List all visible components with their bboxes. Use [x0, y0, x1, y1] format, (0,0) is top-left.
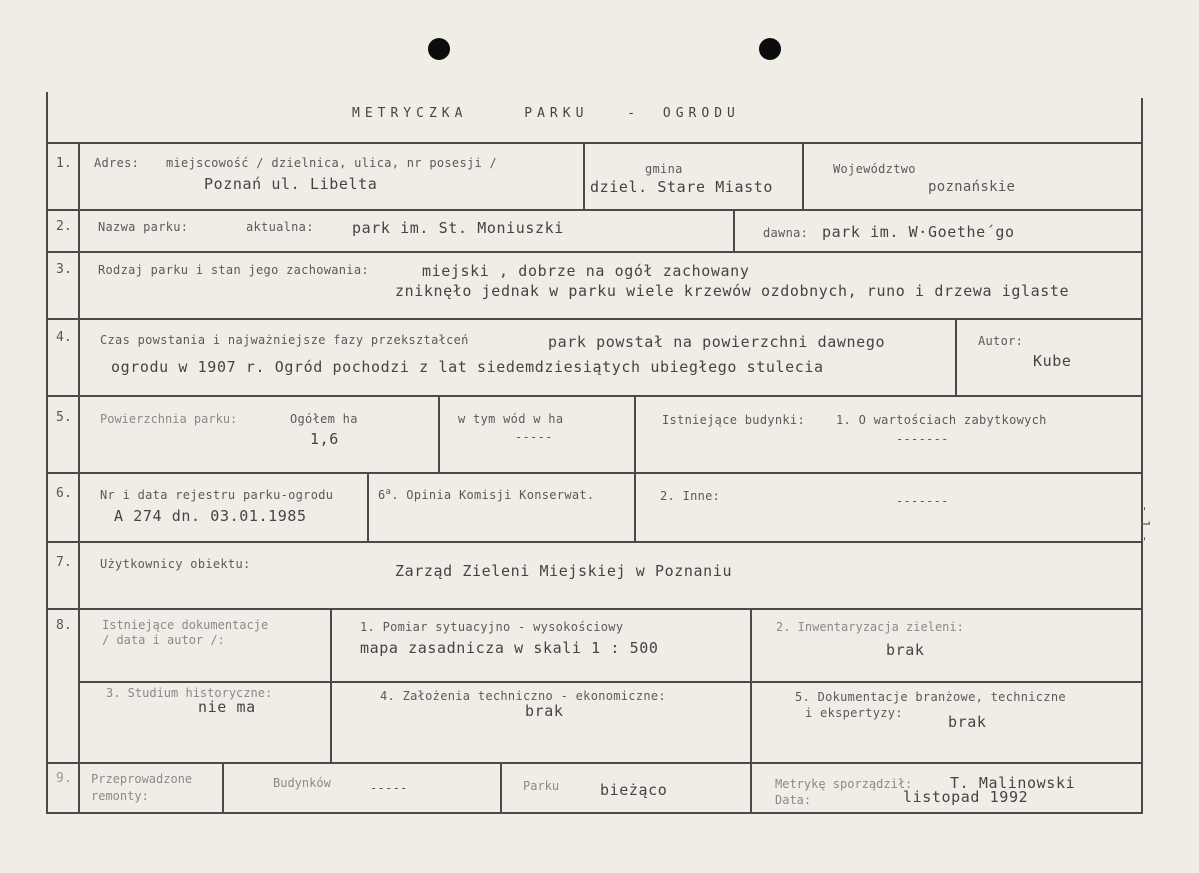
row1-divider-2 — [802, 142, 804, 209]
row6-divider-2 — [634, 472, 636, 541]
author-value: Kube — [1033, 352, 1072, 370]
users-value: Zarząd Zieleni Miejskiej w Poznaniu — [395, 562, 733, 580]
title-part-1: METRYCZKA — [352, 106, 468, 121]
date-value: listopad 1992 — [903, 788, 1029, 806]
row-line-3 — [46, 318, 1143, 320]
history-phases-value-line2: ogrodu w 1907 r. Ogród pochodzi z lat siedemdziesiątych ubiegłego stulecia — [111, 358, 824, 376]
current-name-value: park im. St. Moniuszki — [352, 219, 564, 237]
former-name-value: park im. W·Goethe´go — [822, 223, 1015, 241]
row9-divider-3 — [750, 762, 752, 812]
row-line-8-mid — [78, 681, 1141, 683]
historical-study-label: 3. Studium historyczne: — [106, 686, 273, 700]
title-part-3: OGRODU — [662, 106, 740, 121]
row8-divider-2 — [750, 608, 752, 762]
row-line-0 — [46, 142, 1143, 144]
row1-number: 1. — [56, 156, 72, 171]
title-dash: - — [627, 106, 641, 121]
register-value: A 274 dn. 03.01.1985 — [114, 507, 307, 525]
title-part-2: PARKU — [524, 106, 589, 121]
form-title — [352, 106, 740, 121]
frame-right-line — [1141, 98, 1143, 814]
historical-study-value: nie ma — [198, 698, 256, 716]
repairs-park-value: bieżąco — [600, 781, 668, 799]
industry-docs-value: brak — [948, 713, 987, 731]
survey-label: 1. Pomiar sytuacyjno - wysokościowy — [360, 620, 624, 634]
row5-number: 5. — [56, 410, 72, 425]
page-number-mark: - 1 - — [1138, 505, 1152, 543]
prepared-by-value: T. Malinowski — [950, 774, 1076, 792]
technical-assumptions-value: brak — [525, 702, 564, 720]
row8-number: 8. — [56, 618, 72, 633]
former-name-label: dawna: — [763, 226, 809, 240]
water-area-value: ----- — [515, 430, 553, 444]
row-line-6 — [46, 541, 1143, 543]
gmina-label: gmina — [645, 162, 683, 176]
frame-left-line — [46, 92, 48, 814]
row-line-7 — [46, 608, 1143, 610]
gmina-value: dziel. Stare Miasto — [590, 178, 773, 196]
inventory-label: 2. Inwentaryzacja zieleni: — [776, 620, 964, 634]
punch-hole-right — [759, 38, 781, 60]
park-name-label: Nazwa parku: — [98, 220, 189, 234]
documentation-label-line1: Istniejące dokumentacje — [102, 618, 269, 632]
survey-value: mapa zasadnicza w skali 1 : 500 — [360, 639, 659, 657]
row4-divider — [955, 318, 957, 395]
inventory-value: brak — [886, 641, 925, 659]
row2-number: 2. — [56, 219, 72, 234]
current-name-label: aktualna: — [246, 220, 314, 234]
row6-divider-1 — [367, 472, 369, 541]
address-label: Adres: — [94, 156, 140, 170]
row3-number: 3. — [56, 262, 72, 277]
repairs-park-label: Parku — [523, 779, 560, 793]
register-label: Nr i data rejestru parku-ogrodu — [100, 488, 334, 502]
opinion-number: 6 — [378, 488, 386, 502]
other-buildings-label: 2. Inne: — [660, 489, 721, 503]
prepared-by-label: Metrykę sporządził: — [775, 777, 913, 791]
industry-docs-label-line2: i ekspertyzy: — [805, 706, 903, 720]
row6-number: 6. — [56, 486, 72, 501]
row-line-2 — [46, 251, 1143, 253]
area-label: Powierzchnia parku: — [100, 412, 238, 426]
water-area-label: w tym wód w ha — [458, 412, 564, 426]
row4-number: 4. — [56, 330, 72, 345]
number-column-line — [78, 142, 80, 812]
other-buildings-value: ------- — [896, 494, 949, 508]
row5-divider-2 — [634, 395, 636, 472]
technical-assumptions-label: 4. Założenia techniczno - ekonomiczne: — [380, 689, 666, 703]
address-sublabel: miejscowość / dzielnica, ulica, nr posesji / — [166, 156, 498, 170]
existing-buildings-label: Istniejące budynki: — [662, 413, 805, 427]
total-area-label: Ogółem ha — [290, 412, 358, 426]
frame-bottom-line — [46, 812, 1143, 814]
author-label: Autor: — [978, 334, 1024, 348]
row8-divider-1 — [330, 608, 332, 762]
users-label: Użytkownicy obiektu: — [100, 557, 251, 571]
history-phases-value-line1: park powstał na powierzchni dawnego — [548, 333, 886, 351]
row1-divider-1 — [583, 142, 585, 209]
heritage-buildings-value: ------- — [896, 432, 949, 446]
row7-number: 7. — [56, 555, 72, 570]
heritage-buildings-label: 1. O wartościach zabytkowych — [836, 413, 1047, 427]
industry-docs-label-line1: 5. Dokumentacje branżowe, techniczne — [795, 690, 1066, 704]
row9-divider-2 — [500, 762, 502, 812]
date-label: Data: — [775, 793, 812, 807]
row5-divider-1 — [438, 395, 440, 472]
park-type-label: Rodzaj parku i stan jego zachowania: — [98, 263, 369, 277]
repairs-label-line2: remonty: — [91, 789, 149, 803]
total-area-value: 1,6 — [310, 430, 339, 448]
repairs-buildings-label: Budynków — [273, 776, 331, 790]
row2-divider — [733, 209, 735, 251]
documentation-label-line2: / data i autor /: — [102, 633, 225, 647]
park-type-value-line1: miejski , dobrze na ogół zachowany — [422, 262, 750, 280]
opinion-superscript: a — [385, 487, 392, 497]
row-line-1 — [46, 209, 1143, 211]
park-type-value-line2: zniknęło jednak w parku wiele krzewów ozdobnych, runo i drzewa iglaste — [395, 282, 1070, 300]
history-phases-label: Czas powstania i najważniejsze fazy przekształceń — [100, 333, 469, 347]
wojewodztwo-value: poznańskie — [928, 179, 1016, 195]
address-value: Poznań ul. Libelta — [204, 175, 378, 193]
wojewodztwo-label: Województwo — [833, 162, 916, 176]
repairs-label-line1: Przeprowadzone — [91, 772, 193, 786]
row-line-4 — [46, 395, 1143, 397]
punch-hole-left — [428, 38, 450, 60]
row-line-8 — [46, 762, 1143, 764]
repairs-buildings-value: ----- — [370, 781, 408, 795]
row9-divider-1 — [222, 762, 224, 812]
row-line-5 — [46, 472, 1143, 474]
row9-number: 9. — [56, 771, 72, 786]
conservator-opinion-label — [378, 487, 594, 502]
opinion-text: . Opinia Komisji Konserwat. — [391, 488, 595, 502]
